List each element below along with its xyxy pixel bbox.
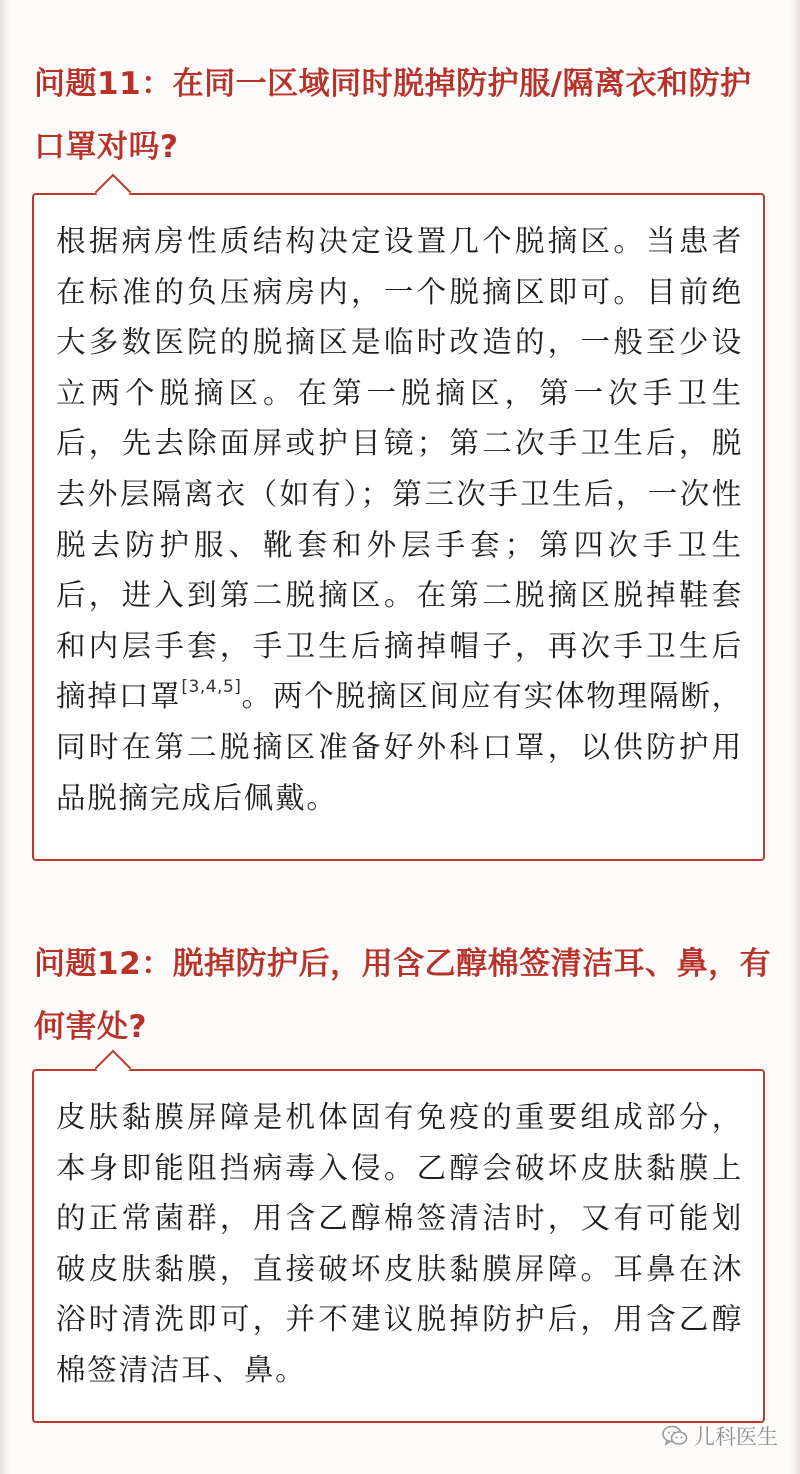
question-11-heading bbox=[34, 53, 774, 179]
question-11-label: 问题11： bbox=[34, 66, 173, 102]
answer-12-text: 皮肤黏膜屏障是机体固有免疫的重要组成部分，本身即能阻挡病毒入侵。乙醇会破坏皮肤黏膜上的正常菌群，用含乙醇棉签清洁时，又有可能划破皮肤黏膜，直接破坏皮肤黏膜屏障。耳鼻在沐浴时清洗即可，并不建议脱掉防护后，用含乙醇棉签清洁耳、鼻。 bbox=[56, 1100, 743, 1387]
right-edge-shadow bbox=[790, 0, 800, 1474]
answer-11-citation[interactable]: [3,4,5] bbox=[181, 677, 242, 698]
wechat-icon bbox=[662, 1425, 688, 1447]
question-12-heading bbox=[34, 933, 774, 1059]
question-12-label: 问题12： bbox=[34, 946, 173, 982]
question-11-text: 在同一区域同时脱掉防护服/隔离衣和防护口罩对吗? bbox=[34, 66, 752, 165]
answer-11-pointer bbox=[95, 174, 132, 211]
answer-11-text bbox=[56, 216, 743, 823]
watermark-text: 儿科医生 bbox=[694, 1426, 778, 1449]
watermark bbox=[662, 1421, 778, 1451]
answer-12-box bbox=[32, 1069, 765, 1423]
answer-11-box bbox=[32, 193, 765, 861]
question-12-text: 脱掉防护后，用含乙醇棉签清洁耳、鼻，有何害处? bbox=[34, 946, 772, 1045]
answer-11-body: 根据病房性质结构决定设置几个脱摘区。当患者在标准的负压病房内，一个脱摘区即可。目前绝大多数医院的脱摘区是临时改造的，一般至少设立两个脱摘区。在第一脱摘区，第一次手卫生后，先去除面屏或护目镜；第二次手卫生后，脱去外层隔离衣（如有）；第三次手卫生后，一次性脱去防护服、靴套和外层手套；第四次手卫生后，进入到第二脱摘区。在第二脱摘区脱掉鞋套和内层手套，手卫生后摘掉帽子，再次手卫生后摘掉口罩 bbox=[56, 224, 743, 714]
answer-11-body-cont: 。两个脱摘区间应有实体物理隔断，同时在第二脱摘区准备好外科口罩，以供防护用品脱摘完成后佩戴。 bbox=[56, 679, 743, 815]
left-edge-shadow bbox=[0, 0, 10, 1474]
